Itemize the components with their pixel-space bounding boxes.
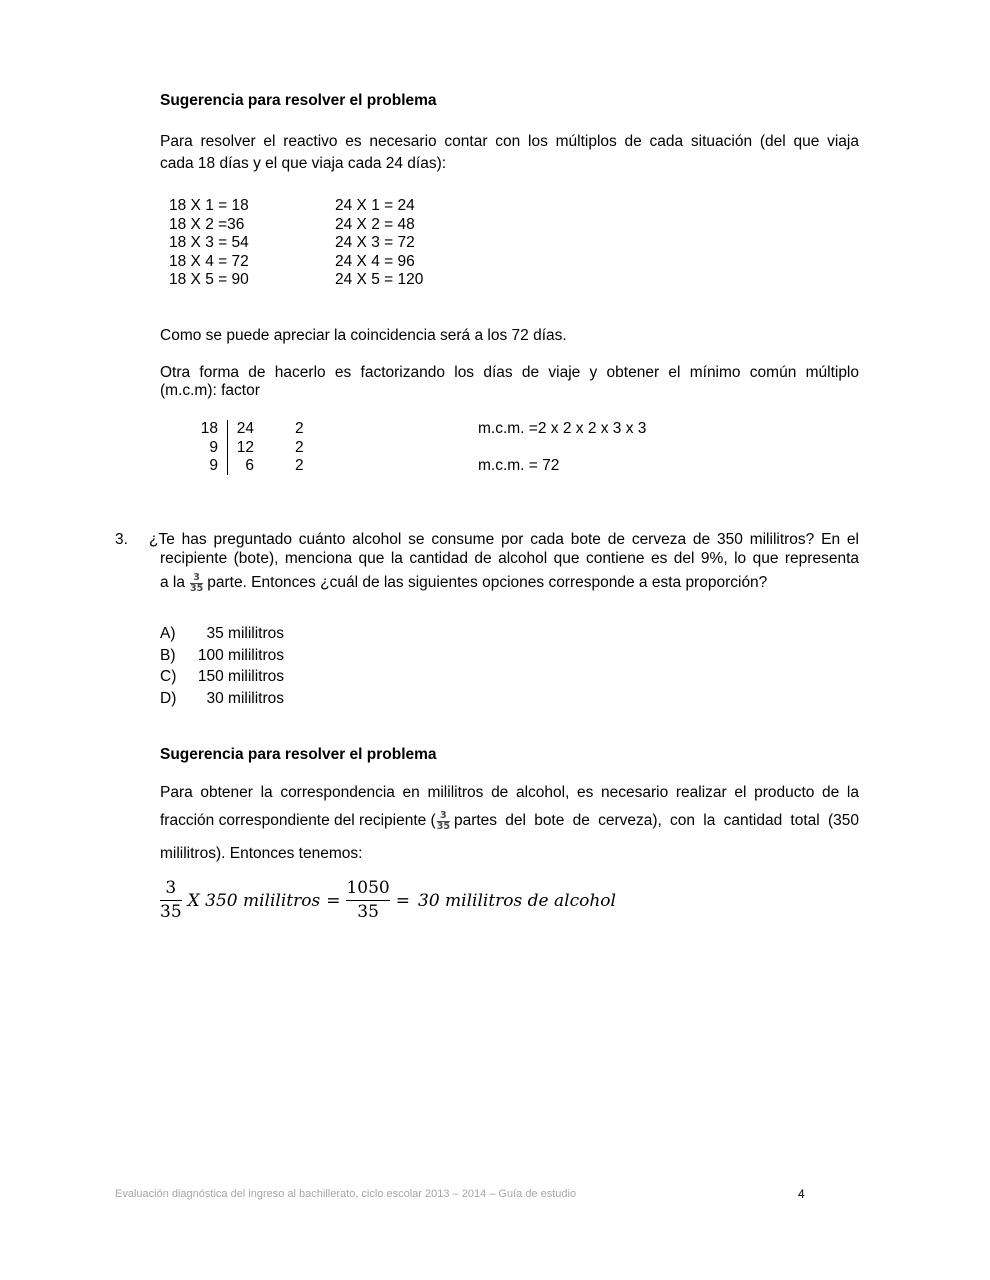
- factor-col-a: [190, 420, 218, 476]
- intro-line-1: Para resolver el reactivo es necesario contar con los múltiplos de cada situación (del que viaja: [160, 133, 859, 150]
- fraction-denominator: 35: [357, 902, 379, 922]
- multiple-row: 24 X 1 = 24: [335, 197, 415, 214]
- fraction-denominator: 35: [436, 820, 450, 832]
- option-letter: A): [160, 625, 176, 642]
- equals-sign: =: [395, 890, 410, 911]
- multiple-row: 24 X 4 = 96: [335, 252, 415, 270]
- equation-result: 30 mililitros de alcohol: [418, 890, 616, 911]
- footer-text: Evaluación diagnóstica del ingreso al bachillerato, ciclo escolar 2013 – 2014 – Guía de estudio: [115, 1188, 577, 1200]
- mcm-line-2: m.c.m. = 72: [478, 457, 560, 474]
- question-line-3: [160, 566, 767, 600]
- answer-options: [160, 623, 284, 709]
- fraction-3-35: [190, 573, 203, 594]
- factor-cell: 2: [295, 438, 304, 456]
- explanation-line-2-before: fracción correspondiente del recipiente (: [160, 812, 436, 829]
- multiple-row: 18 X 1 = 18: [169, 197, 249, 214]
- option-d[interactable]: [160, 688, 284, 710]
- factor-cell: 9: [209, 457, 218, 474]
- question-line-2: recipiente (bote), menciona que la cantidad de alcohol que contiene es del 9%, lo que representa: [160, 550, 859, 567]
- multiple-row: 24 X 3 = 72: [335, 234, 415, 251]
- option-letter: C): [160, 668, 177, 685]
- section-heading-2: Sugerencia para resolver el problema: [160, 746, 437, 763]
- alcohol-equation: [160, 878, 616, 923]
- option-letter: B): [160, 646, 176, 664]
- option-b[interactable]: [160, 645, 284, 667]
- other-method-line-1: Otra forma de hacerlo es factorizando los días de viaje y obtener el mínimo común múltiplo: [160, 364, 859, 381]
- factor-cell: 9: [209, 438, 218, 456]
- factor-cell: 6: [245, 457, 254, 474]
- option-c[interactable]: [160, 666, 284, 688]
- coincidence-text: Como se puede apreciar la coincidencia será a los 72 días.: [160, 327, 567, 344]
- factor-col-c: [295, 420, 304, 476]
- factor-cell: 2: [295, 457, 304, 474]
- equation-middle: X 350 mililitros: [187, 890, 321, 911]
- option-a[interactable]: [160, 623, 284, 645]
- factor-divider: [227, 420, 228, 475]
- explanation-line-2: [160, 803, 859, 839]
- explanation-line-2-after: partes del bote de cerveza), con la cantidad total (350: [453, 812, 859, 829]
- fraction-numerator: 3: [440, 809, 447, 821]
- multiple-row: 18 X 5 = 90: [169, 271, 249, 288]
- explanation-line-3: mililitros). Entonces tenemos:: [160, 845, 363, 862]
- equation-fraction-1: [160, 878, 182, 923]
- factor-col-b: [230, 420, 254, 476]
- section-heading: Sugerencia para resolver el problema: [160, 92, 437, 109]
- fraction-numerator: 1050: [346, 878, 390, 898]
- equals-sign: =: [326, 890, 341, 911]
- fraction-denominator: 35: [190, 582, 204, 594]
- intro-line-2: cada 18 días y el que viaja cada 24 días):: [160, 155, 447, 172]
- question-line-3-after: parte. Entonces ¿cuál de las siguientes opciones corresponde a esta proporción?: [207, 574, 768, 591]
- mcm-line-1: m.c.m. =2 x 2 x 2 x 3 x 3: [478, 420, 647, 437]
- multiple-row: 24 X 5 = 120: [335, 271, 424, 288]
- option-letter: D): [160, 689, 177, 707]
- multiple-row: 18 X 4 = 72: [169, 252, 249, 270]
- fraction-numerator: 3: [165, 878, 177, 898]
- other-method-line-2: (m.c.m): factor: [160, 382, 260, 399]
- factor-cell: 12: [236, 438, 254, 456]
- question-line-3-before: a la: [160, 574, 185, 591]
- option-text: 100 mililitros: [197, 646, 284, 664]
- fraction-numerator: 3: [193, 571, 200, 583]
- multiples-18-list: [169, 197, 249, 290]
- factor-cell: 24: [236, 420, 254, 437]
- factor-cell: 18: [200, 420, 218, 437]
- option-text: 150 mililitros: [197, 668, 284, 685]
- question-number: 3.: [115, 531, 128, 548]
- option-text: 35 mililitros: [206, 625, 284, 642]
- fraction-3-35: [437, 811, 450, 832]
- factor-cell: 2: [295, 420, 304, 437]
- option-text: 30 mililitros: [206, 689, 284, 707]
- multiple-row: 18 X 3 = 54: [169, 234, 249, 251]
- multiple-row: 18 X 2 =36: [169, 215, 245, 233]
- multiples-24-list: [335, 197, 423, 290]
- question-line-1: ¿Te has preguntado cuánto alcohol se consume por cada bote de cerveza de 350 mililitros? En el: [149, 531, 859, 548]
- fraction-denominator: 35: [160, 902, 182, 922]
- explanation-line-1: Para obtener la correspondencia en mililitros de alcohol, es necesario realizar el producto de la: [160, 784, 859, 801]
- multiple-row: 24 X 2 = 48: [335, 215, 415, 233]
- page-number: 4: [798, 1187, 805, 1201]
- equation-fraction-2: [346, 878, 389, 923]
